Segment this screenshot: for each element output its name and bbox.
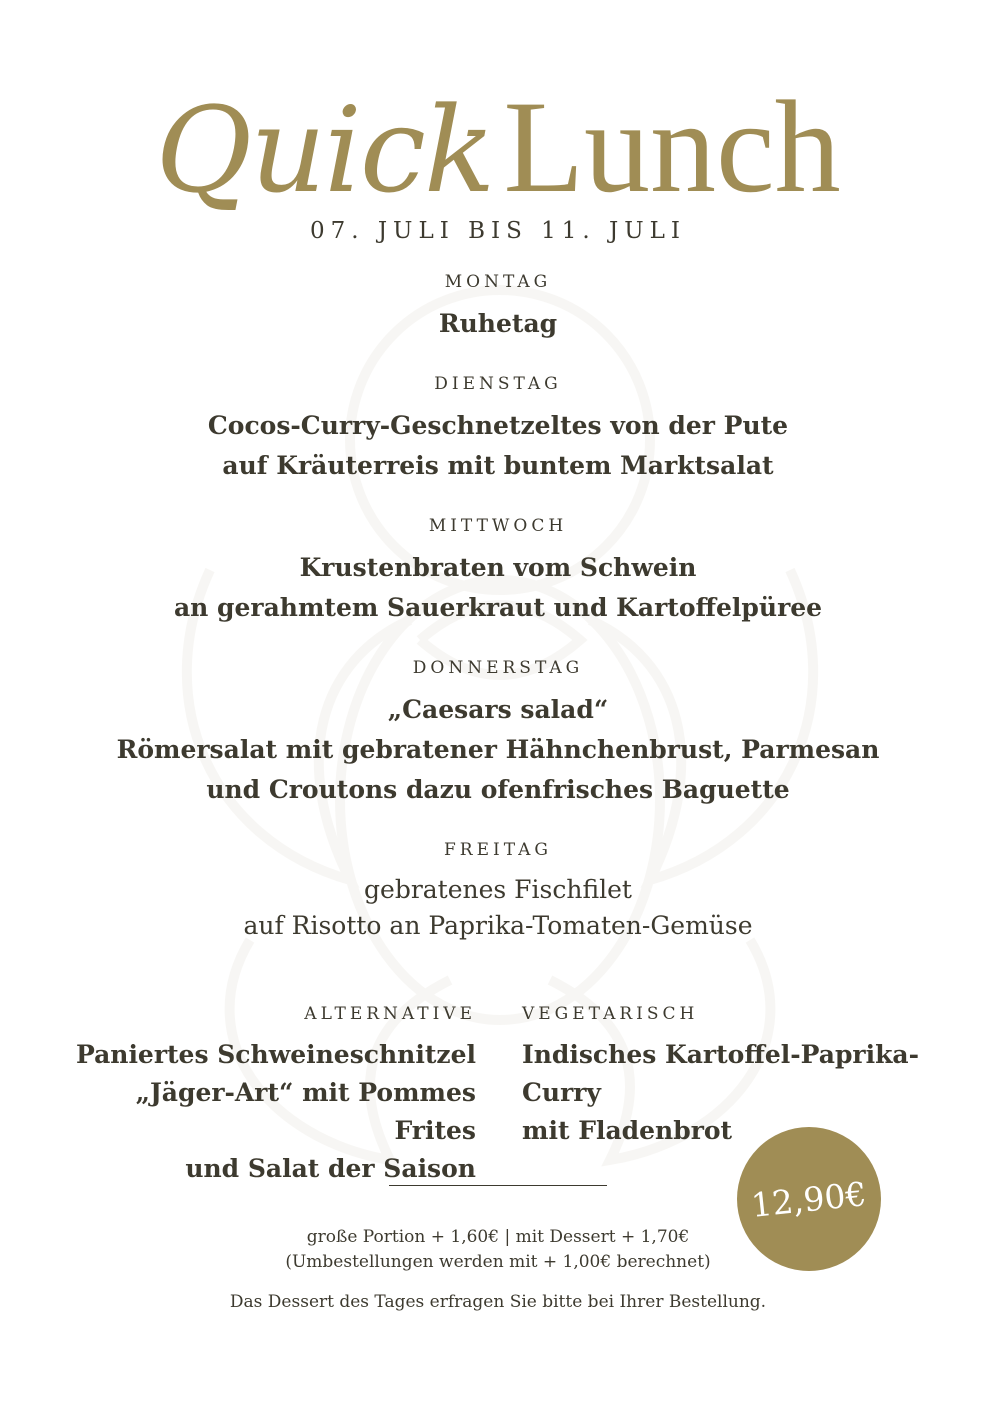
dish-line: mit Fladenbrot bbox=[522, 1116, 733, 1145]
dish-line: auf Kräuterreis mit buntem Marktsalat bbox=[222, 451, 774, 480]
alternative-label: ALTERNATIVE bbox=[304, 1004, 476, 1024]
price-text: 12,90€ bbox=[749, 1173, 869, 1225]
dish-line: gebratenes Fischfilet bbox=[364, 875, 632, 904]
day-label: DONNERSTAG bbox=[412, 658, 584, 678]
alternative-section bbox=[56, 1004, 476, 1188]
day-label: MITTWOCH bbox=[428, 516, 568, 536]
dish-line: Cocos-Curry-Geschnetzeltes von der Pute bbox=[207, 411, 789, 440]
dish-line: Paniertes Schweineschnitzel bbox=[75, 1040, 476, 1069]
day-dienstag bbox=[0, 374, 996, 486]
title-lunch: Lunch bbox=[503, 73, 841, 220]
note-dessert: Das Dessert des Tages erfragen Sie bitte bei Ihrer Bestellung. bbox=[229, 1292, 767, 1312]
vegetarisch-label: VEGETARISCH bbox=[522, 1004, 699, 1024]
day-montag bbox=[0, 272, 996, 344]
price-badge bbox=[737, 1127, 881, 1271]
vegetarisch-section bbox=[522, 1004, 972, 1150]
day-label: FREITAG bbox=[444, 840, 552, 860]
dish-line: Krustenbraten vom Schwein bbox=[299, 553, 697, 582]
note-extras: große Portion + 1,60€ | mit Dessert + 1,70€ bbox=[306, 1227, 690, 1247]
day-freitag bbox=[0, 840, 996, 944]
dish-line: an gerahmtem Sauerkraut und Kartoffelpüree bbox=[173, 593, 823, 622]
day-mittwoch bbox=[0, 516, 996, 628]
dish-line: „Caesars salad“ bbox=[387, 695, 609, 724]
dish-line: Ruhetag bbox=[438, 309, 558, 338]
title-quick: Quick bbox=[155, 81, 494, 219]
divider-line bbox=[389, 1185, 607, 1186]
day-label: DIENSTAG bbox=[434, 374, 562, 394]
date-range: 07. JULI BIS 11. JULI bbox=[309, 218, 687, 244]
dish-line: Indisches Kartoffel-Paprika-Curry bbox=[522, 1040, 919, 1107]
dish-line: Römersalat mit gebratener Hähnchenbrust, Parmesan bbox=[116, 735, 880, 764]
dish-line: „Jäger-Art“ mit Pommes Frites bbox=[135, 1078, 476, 1145]
note-changes: (Umbestellungen werden mit + 1,00€ berechnet) bbox=[285, 1252, 711, 1272]
day-donnerstag bbox=[0, 658, 996, 810]
dish-line: auf Risotto an Paprika-Tomaten-Gemüse bbox=[243, 911, 753, 940]
dish-line: und Croutons dazu ofenfrisches Baguette bbox=[206, 775, 790, 804]
dish-line: und Salat der Saison bbox=[185, 1154, 476, 1183]
day-label: MONTAG bbox=[444, 272, 552, 292]
menu-title bbox=[0, 70, 996, 223]
